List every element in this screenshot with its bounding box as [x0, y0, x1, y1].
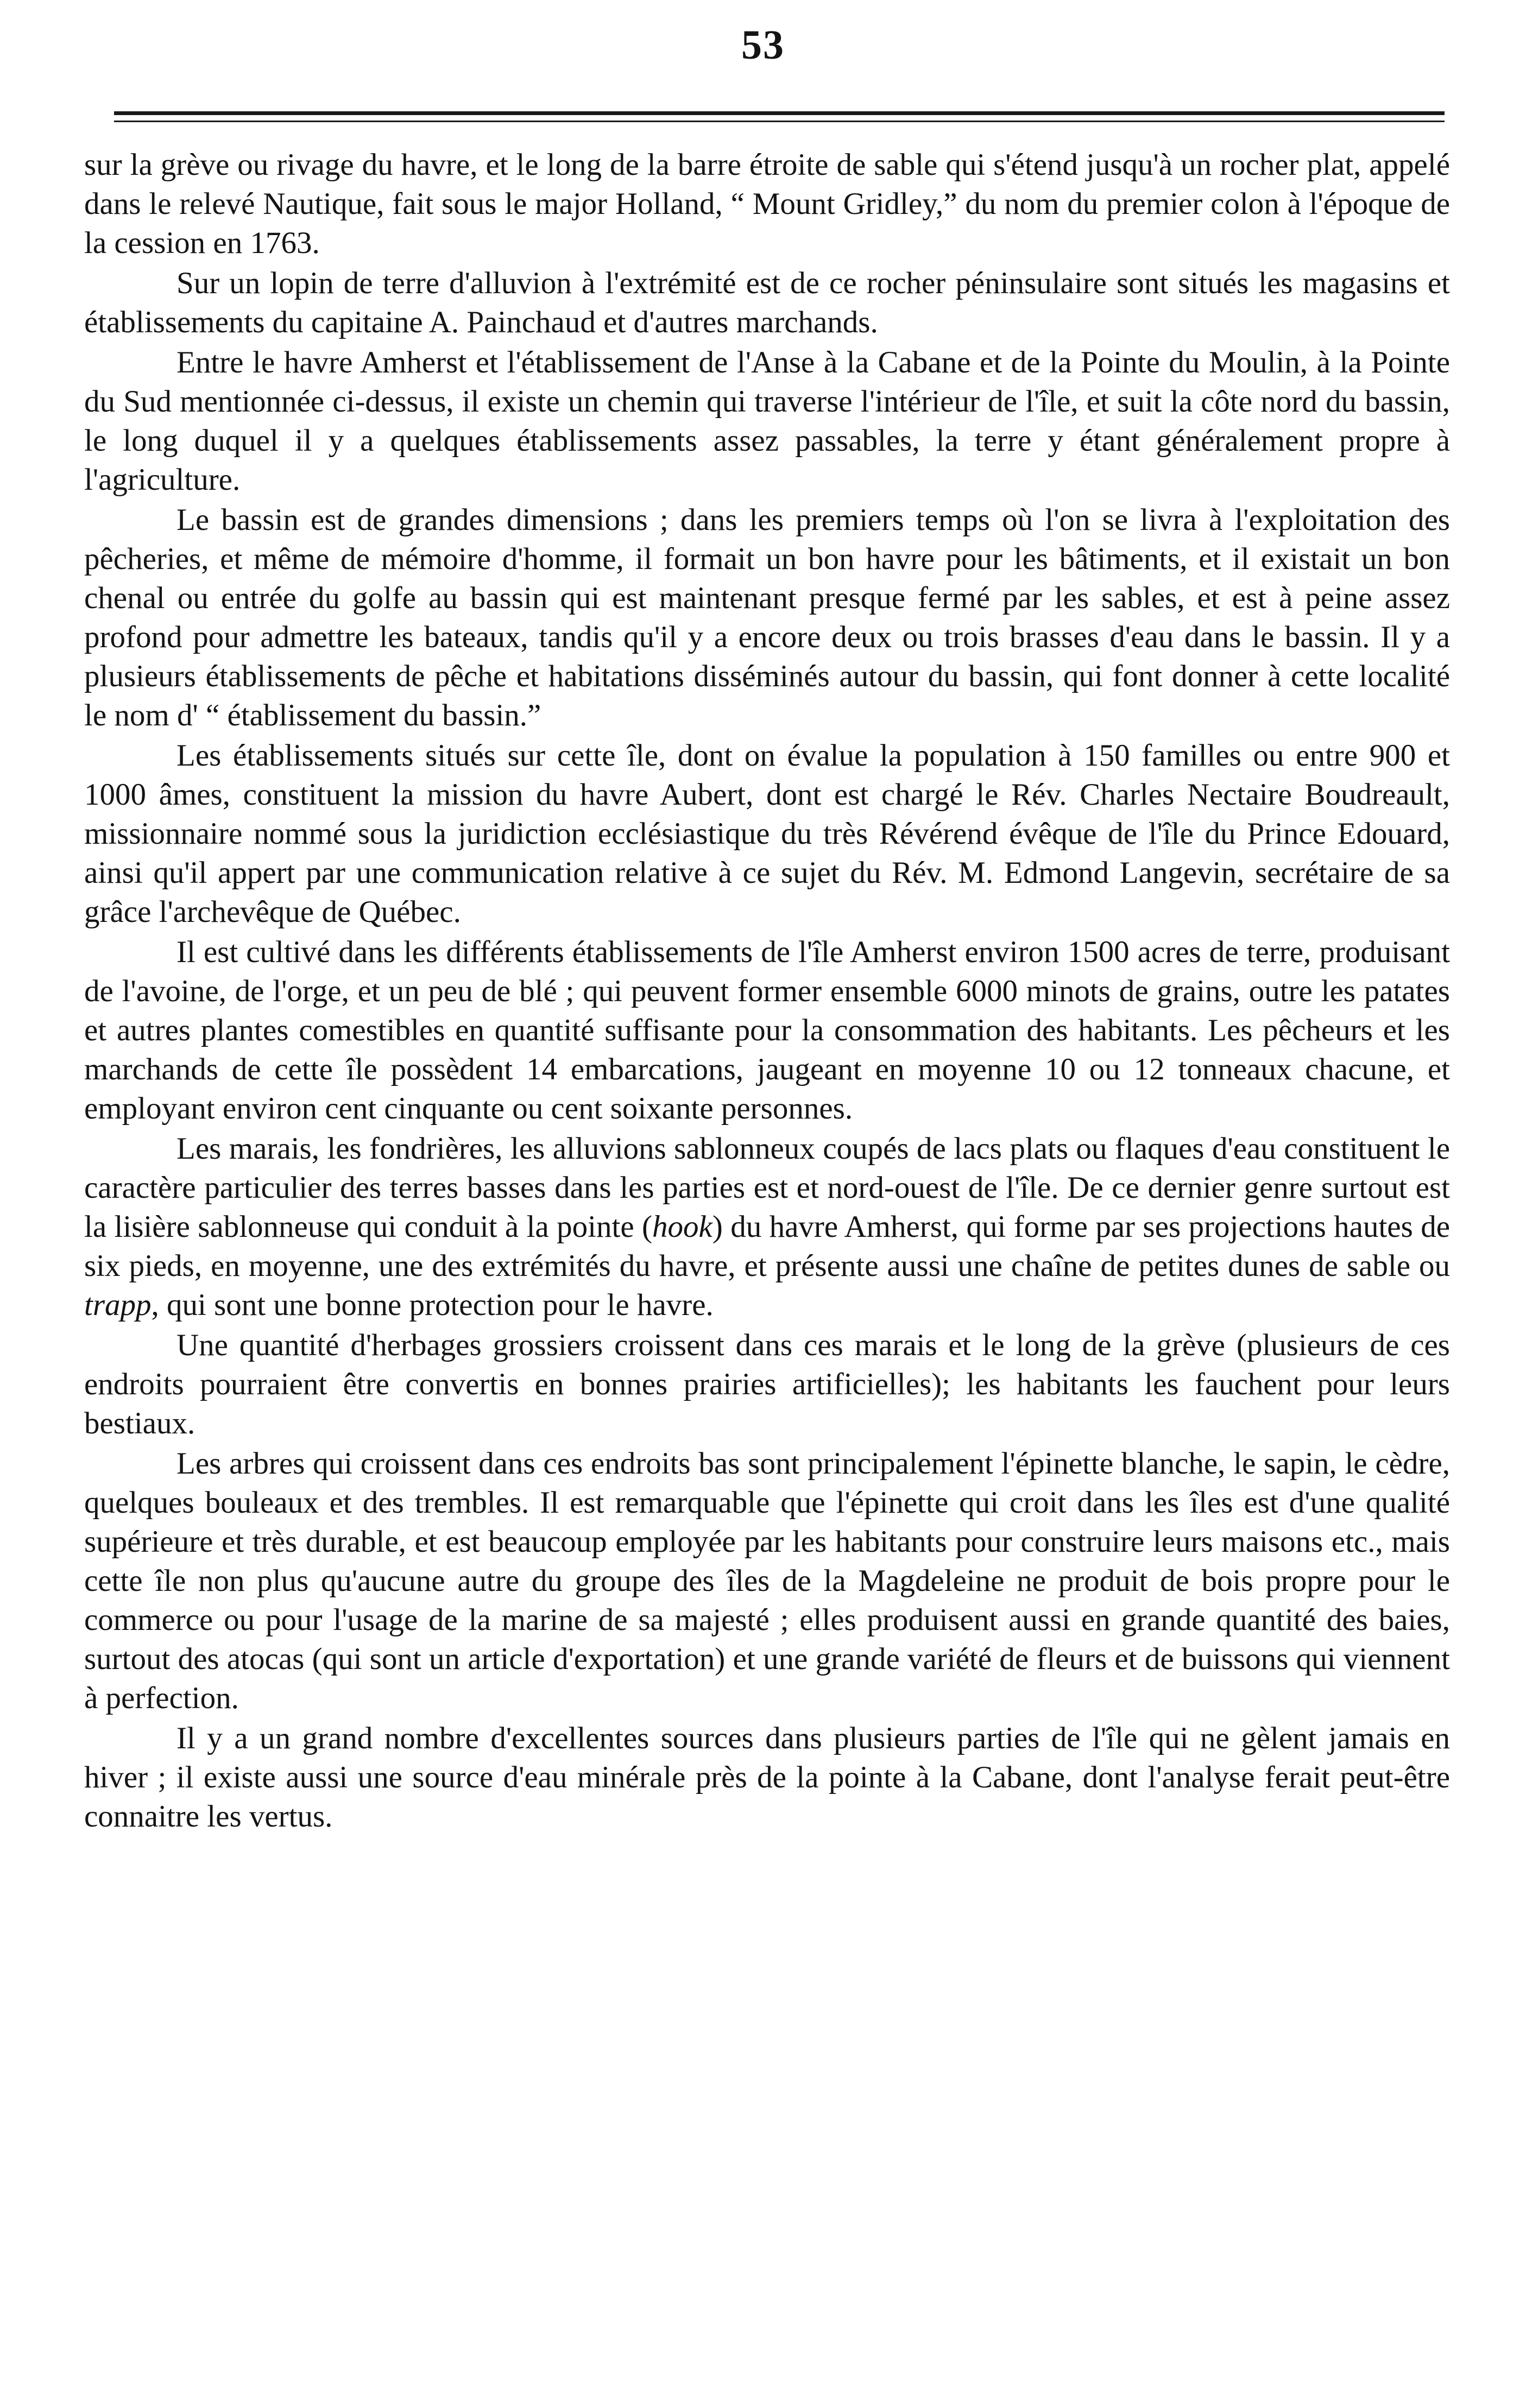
paragraph-arbres: Les arbres qui croissent dans ces endroits bas sont principalement l'épinette blanche, le sapin, le cèdre, quelques bouleaux et des trembles. Il est remarquable que l'épinette qui croit dans les îles est d'une qualité supérieure et très durable, et est beaucoup employée par les habitants pour construire leurs maisons etc., mais cette île non plus qu'aucune autre du groupe des îles de la Magdeleine ne produit de bois propre pour le commerce ou pour l'usage de la marine de sa majesté ; elles produisent aussi en grande quantité des baies, surtout des atocas (qui sont un article d'exportation) et une grande variété de fleurs et de buissons qui viennent à perfection.	[84, 1446, 1450, 1715]
paragraph-continuation: sur la grève ou rivage du havre, et le long de la barre étroite de sable qui s'étend jusqu'à un rocher plat, appelé dans le relevé Nautique, fait sous le major Holland, “ Mount Gridley,” du nom du premier colon à l'époque de la cession en 1763.	[84, 148, 1450, 260]
paragraph-culture: Il est cultivé dans les différents établissements de l'île Amherst environ 1500 acres de terre, produisant de l'avoine, de l'orge, et un peu de blé ; qui peuvent former ensemble 6000 minots de grains, outre les patates et autres plantes comestibles en quantité suffisante pour la consommation des habitants. Les pêcheurs et les marchands de cette île possèdent 14 embarcations, jaugeant en moyenne 10 ou 12 tonneaux chacune, et employant environ cent cinquante ou cent soixante personnes.	[84, 935, 1450, 1126]
marais-text-middle: ) du havre Amherst, qui forme par ses projections hautes de six pieds, en moyenne, une des extrémités du havre, et présente aussi une chaîne de petites dunes de sable ou	[84, 1210, 1450, 1283]
paragraph-mission: Les établissements situés sur cette île, dont on évalue la population à 150 familles ou entre 900 et 1000 âmes, constituent la mission du havre Aubert, dont est chargé le Rév. Charles Nectaire Boudreault, missionnaire nommé sous la juridiction ecclésiastique du très Révérend évêque de l'île du Prince Edouard, ainsi qu'il appert par une communication relative à ce sujet du Rév. M. Edmond Langevin, secrétaire de sa grâce l'archevêque de Québec.	[84, 738, 1450, 929]
term-trapp: trapp	[84, 1288, 152, 1322]
paragraph-painchaud: Sur un lopin de terre d'alluvion à l'extrémité est de ce rocher péninsulaire sont situés les magasins et établissements du capitaine A. Painchaud et d'autres marchands.	[84, 266, 1450, 339]
page-number: 53	[741, 22, 785, 68]
term-hook: hook	[652, 1210, 712, 1244]
header-rule-thick	[114, 111, 1445, 115]
paragraph-chemin: Entre le havre Amherst et l'établissement de l'Anse à la Cabane et de la Pointe du Moulin, à la Pointe du Sud mentionnée ci-dessus, il existe un chemin qui traverse l'intérieur de l'île, et suit la côte nord du bassin, le long duquel il y a quelques établissements assez passables, la terre y étant généralement propre à l'agriculture.	[84, 345, 1450, 497]
marais-text-before: Les marais, les fondrières, les alluvions sablonneux coupés de lacs plats ou flaques d'eau constituent le caractère particulier des terres basses dans les parties est et nord-ouest de l'île. De ce dernier genre surtout est la lisière sablonneuse qui conduit à la pointe (	[84, 1132, 1450, 1244]
paragraph-marais	[84, 1129, 1450, 1325]
header-rule-thin	[114, 121, 1445, 122]
paragraph-sources: Il y a un grand nombre d'excellentes sources dans plusieurs parties de l'île qui ne gèlent jamais en hiver ; il existe aussi une source d'eau minérale près de la pointe à la Cabane, dont l'analyse ferait peut-être connaitre les vertus.	[84, 1721, 1450, 1834]
paragraph-bassin: Le bassin est de grandes dimensions ; dans les premiers temps où l'on se livra à l'exploitation des pêcheries, et même de mémoire d'homme, il formait un bon havre pour les bâtiments, et il existait un bon chenal ou entrée du golfe au bassin qui est maintenant presque fermé par les sables, et est à peine assez profond pour admettre les bateaux, tandis qu'il y a encore deux ou trois brasses d'eau dans le bassin. Il y a plusieurs établissements de pêche et habitations disséminés autour du bassin, qui font donner à cette localité le nom d' “ établissement du bassin.”	[84, 503, 1450, 732]
paragraph-herbages: Une quantité d'herbages grossiers croissent dans ces marais et le long de la grève (plusieurs de ces endroits pourraient être convertis en bonnes prairies artificielles); les habitants les fauchent pour leurs bestiaux.	[84, 1328, 1450, 1440]
body-text	[84, 146, 1450, 1836]
marais-text-after: , qui sont une bonne protection pour le havre.	[151, 1288, 714, 1322]
